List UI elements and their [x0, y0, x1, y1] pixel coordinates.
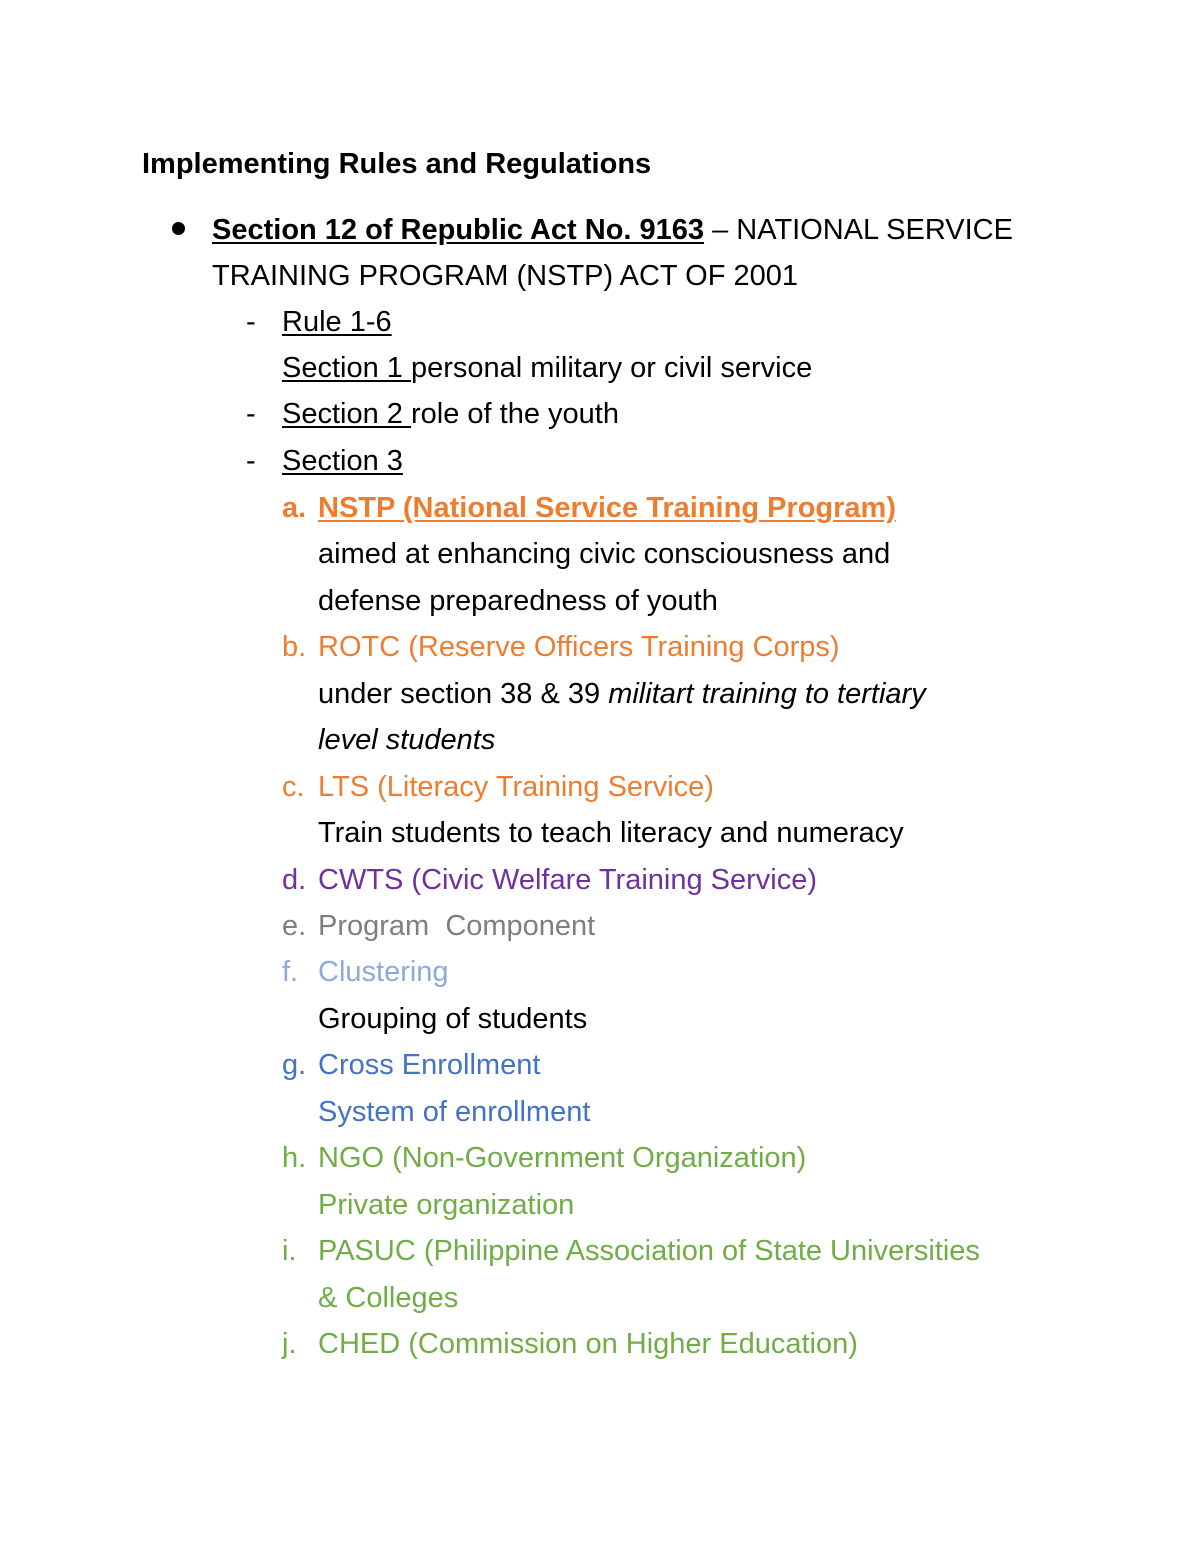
- main-bullet-heading: Section 12 of Republic Act No. 9163: [212, 214, 705, 246]
- section-2-line: [282, 396, 619, 432]
- section-2-label: Section 2: [282, 398, 411, 430]
- section-1-text: personal military or civil service: [410, 352, 813, 384]
- page-title: Implementing Rules and Regulations: [142, 148, 652, 180]
- item-j-title: CHED (Commission on Higher Education): [318, 1328, 858, 1360]
- main-bullet-rest: – NATIONAL SERVICE: [704, 214, 1013, 246]
- item-b-desc-italic: militart training to tertiary: [608, 678, 926, 710]
- main-bullet-line-2: TRAINING PROGRAM (NSTP) ACT OF 2001: [212, 260, 799, 292]
- item-b-desc-2: level students: [318, 724, 496, 756]
- section-1-label: Section 1: [282, 352, 411, 384]
- item-d-title: CWTS (Civic Welfare Training Service): [318, 864, 818, 896]
- item-b-letter: b.: [282, 631, 307, 663]
- item-b-desc-1: [318, 676, 926, 712]
- item-b-title: ROTC (Reserve Officers Training Corps): [318, 631, 840, 663]
- item-f-letter: f.: [282, 956, 299, 988]
- main-bullet-line-1: [212, 212, 1013, 248]
- dash-marker: -: [246, 445, 256, 477]
- rule-label: [282, 304, 392, 340]
- dash-marker: -: [246, 306, 256, 338]
- section-3-line: [282, 443, 403, 479]
- item-e-letter: e.: [282, 910, 307, 942]
- dash-marker: -: [246, 398, 256, 430]
- bullet-dot-icon: [172, 222, 185, 235]
- item-i-letter: i.: [282, 1235, 297, 1267]
- item-h-letter: h.: [282, 1142, 307, 1174]
- item-a-desc-2: defense preparedness of youth: [318, 585, 718, 617]
- item-e-title: Program Component: [318, 910, 596, 942]
- item-c-title: LTS (Literacy Training Service): [318, 771, 714, 803]
- item-a-letter: a.: [282, 492, 307, 524]
- item-h-title: NGO (Non-Government Organization): [318, 1142, 807, 1174]
- item-a-desc-1: aimed at enhancing civic consciousness and: [318, 538, 891, 570]
- section-1-line: [282, 350, 812, 386]
- item-d-letter: d.: [282, 864, 307, 896]
- item-c-letter: c.: [282, 771, 305, 803]
- section-2-text: role of the youth: [410, 398, 619, 430]
- item-a-title: NSTP (National Service Training Program): [318, 492, 897, 524]
- item-f-title: Clustering: [318, 956, 449, 988]
- item-g-desc-1: System of enrollment: [318, 1096, 591, 1128]
- item-b-desc-plain: under section 38 & 39: [318, 678, 609, 710]
- section-3-label: Section 3: [282, 445, 403, 477]
- item-j-letter: j.: [282, 1328, 297, 1360]
- item-i-title: PASUC (Philippine Association of State Universities: [318, 1235, 980, 1267]
- item-g-title: Cross Enrollment: [318, 1049, 541, 1081]
- item-i-desc-1: & Colleges: [318, 1282, 459, 1314]
- item-h-desc-1: Private organization: [318, 1189, 575, 1221]
- item-g-letter: g.: [282, 1049, 307, 1081]
- item-f-desc-1: Grouping of students: [318, 1003, 588, 1035]
- item-c-desc-1: Train students to teach literacy and numeracy: [318, 817, 904, 849]
- rule-1-6-label: Rule 1-6: [282, 306, 392, 338]
